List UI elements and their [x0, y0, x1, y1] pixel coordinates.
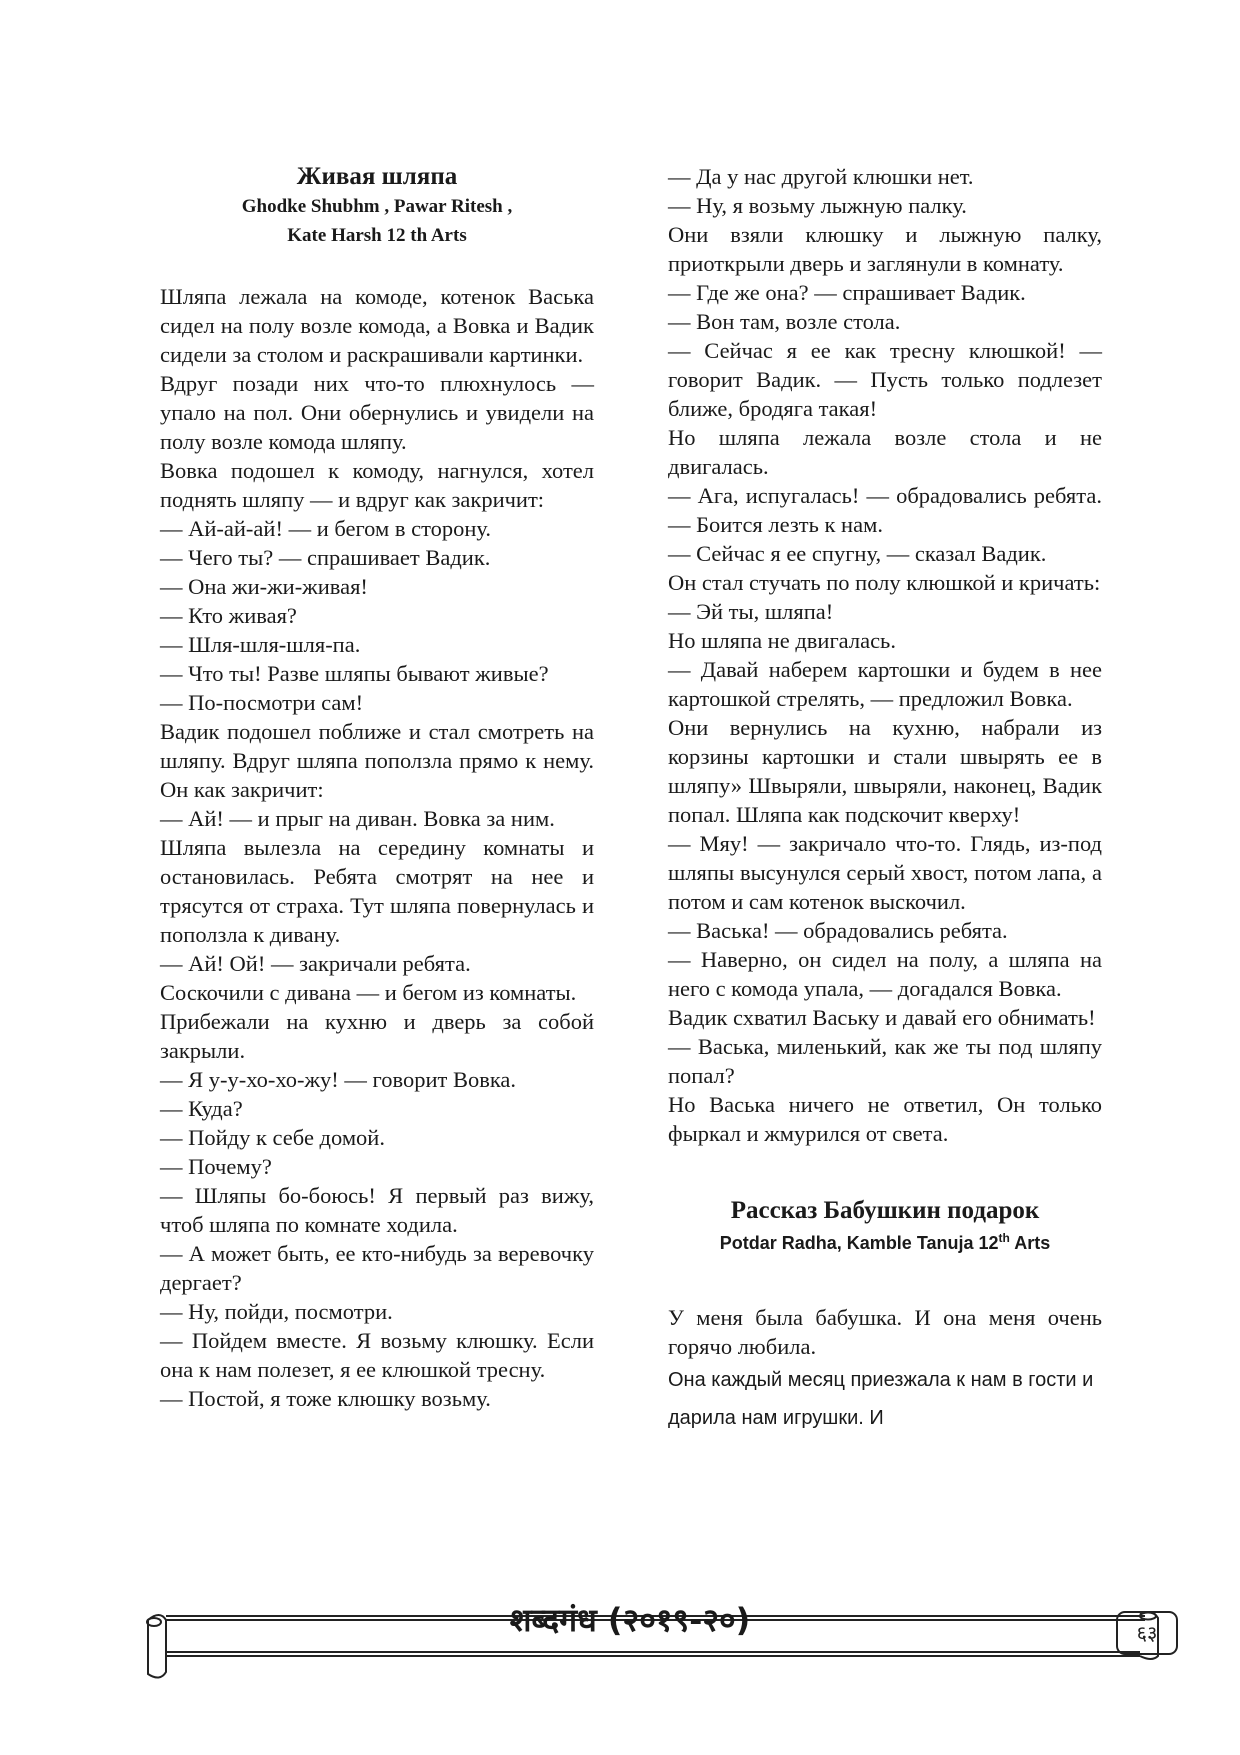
- paragraph: — Васька, миленький, как же ты под шляпу попал?: [668, 1034, 1102, 1088]
- paragraph: — Ну, пойди, посмотри.: [160, 1299, 393, 1324]
- paragraph: — Чего ты? — спрашивает Вадик.: [160, 545, 491, 570]
- paragraph: — А может быть, ее кто-нибудь за веревочку дергает?: [160, 1241, 594, 1295]
- story-byline-line1: Ghodke Shubhm , Pawar Ritesh ,: [241, 196, 513, 217]
- paragraph: — Пойдем вместе. Я возьму клюшку. Если она к нам полезет, я ее клюшкой тресну.: [160, 1328, 594, 1382]
- paragraph: — Наверно, он сидел на полу, а шляпа на него с комода упала, — догадался Вовка.: [668, 947, 1102, 1001]
- paragraph: — По-посмотри сам!: [160, 690, 364, 715]
- paragraph: Вдруг позади них что-то плюхнулось — упало на пол. Они обернулись и увидели на полу возле комода шляпу.: [160, 371, 594, 454]
- paragraph: — Что ты! Разве шляпы бывают живые?: [160, 661, 549, 686]
- paragraph: Соскочили с дивана — и бегом из комнаты.: [160, 980, 577, 1005]
- left-column-text: [160, 282, 594, 1413]
- paragraph: Прибежали на кухню и дверь за собой закрыли.: [160, 1009, 594, 1063]
- paragraph: — Почему?: [160, 1154, 272, 1179]
- story2-byline: Potdar Radha, Kamble Tanuja 12th Arts: [719, 1231, 1051, 1253]
- paragraph: — Шляпы бо-боюсь! Я первый раз вижу, чтоб шляпа по комнате ходила.: [160, 1183, 594, 1237]
- paragraph: — Сейчас я ее спугну, — сказал Вадик.: [668, 541, 1047, 566]
- paragraph: — Давай наберем картошки и будем в нее картошкой стрелять, — предложил Вовка.: [668, 657, 1102, 711]
- story-title: Живая шляпа: [296, 163, 458, 190]
- paragraph: — Ай-ай-ай! — и бегом в сторону.: [160, 516, 492, 541]
- story2-paragraph: У меня была бабушка. И она меня очень горячо любила.: [668, 1305, 1102, 1359]
- paragraph: — Я у-у-хо-хо-жу! — говорит Вовка.: [160, 1067, 517, 1092]
- paragraph: — Пойду к себе домой.: [160, 1125, 385, 1150]
- story2-title: Рассказ Бабушкин подарок: [730, 1197, 1040, 1224]
- right-column-text: [668, 162, 1102, 1148]
- paragraph: Но шляпа лежала возле стола и не двигалась.: [668, 425, 1102, 479]
- paragraph: Шляпа лежала на комоде, котенок Васька сидел на полу возле комода, а Вовка и Вадик сидели за столом и раскрашивали картинки.: [160, 284, 594, 367]
- paragraph: — Шля-шля-шля-па.: [160, 632, 361, 657]
- paragraph: — Мяу! — закричало что-то. Глядь, из-под шляпы высунулся серый хвост, потом лапа, а потом и сам котенок выскочил.: [668, 831, 1102, 914]
- paragraph: — Вон там, возле стола.: [668, 309, 901, 334]
- paragraph: — Да у нас другой клюшки нет.: [668, 164, 974, 189]
- paragraph: — Ай! Ой! — закричали ребята.: [160, 951, 471, 976]
- footer-title: शब्दगंध (२०१९-२०): [509, 1601, 751, 1639]
- paragraph: Вовка подошел к комоду, нагнулся, хотел поднять шляпу — и вдруг как закричит:: [160, 458, 594, 512]
- paragraph: Он стал стучать по полу клюшкой и кричать:: [668, 570, 1101, 595]
- page-number-badge: ६३: [1116, 1611, 1178, 1655]
- paragraph: — Куда?: [160, 1096, 243, 1121]
- paragraph: — Ага, испугалась! — обрадовались ребята. — Боится лезть к нам.: [668, 483, 1102, 537]
- paragraph: Они вернулись на кухню, набрали из корзины картошки и стали швырять ее в шляпу» Швыряли, швыряли, наконец, Вадик попал. Шляпа как подскочит кверху!: [668, 715, 1102, 827]
- paragraph: Они взяли клюшку и лыжную палку, приоткрыли дверь и заглянули в комнату.: [668, 222, 1102, 276]
- paragraph: — Васька! — обрадовались ребята.: [668, 918, 1008, 943]
- paragraph: — Эй ты, шляпа!: [668, 599, 834, 624]
- paragraph: — Кто живая?: [160, 603, 297, 628]
- paragraph: — Ну, я возьму лыжную палку.: [668, 193, 967, 218]
- paragraph: — Где же она? — спрашивает Вадик.: [668, 280, 1026, 305]
- paragraph: — Сейчас я ее как тресну клюшкой! — говорит Вадик. — Пусть только подлезет ближе, бродяга такая!: [668, 338, 1102, 421]
- paragraph: — Она жи-жи-живая!: [160, 574, 368, 599]
- story-byline-line2: Kate Harsh 12 th Arts: [287, 225, 467, 246]
- right-column: [668, 162, 1102, 1437]
- paragraph: — Ай! — и прыг на диван. Вовка за ним.: [160, 806, 555, 831]
- paragraph: Но шляпа не двигалась.: [668, 628, 896, 653]
- paragraph: Но Васька ничего не ответил, Он только фыркал и жмурился от света.: [668, 1092, 1102, 1146]
- paragraph: Шляпа вылезла на середину комнаты и остановилась. Ребята смотрят на нее и трясутся от страха. Тут шляпа повернулась и поползла к дивану.: [160, 835, 594, 947]
- paragraph: — Постой, я тоже клюшку возьму.: [160, 1386, 491, 1411]
- story2-paragraph: Она каждый месяц приезжала к нам в гости и дарила нам игрушки. И: [668, 1369, 1094, 1429]
- paragraph: Вадик подошел поближе и стал смотреть на шляпу. Вдруг шляпа поползла прямо к нему. Он как закричит:: [160, 719, 594, 802]
- left-column: [160, 162, 594, 1413]
- paragraph: Вадик схватил Ваську и давай его обнимать!: [668, 1005, 1096, 1030]
